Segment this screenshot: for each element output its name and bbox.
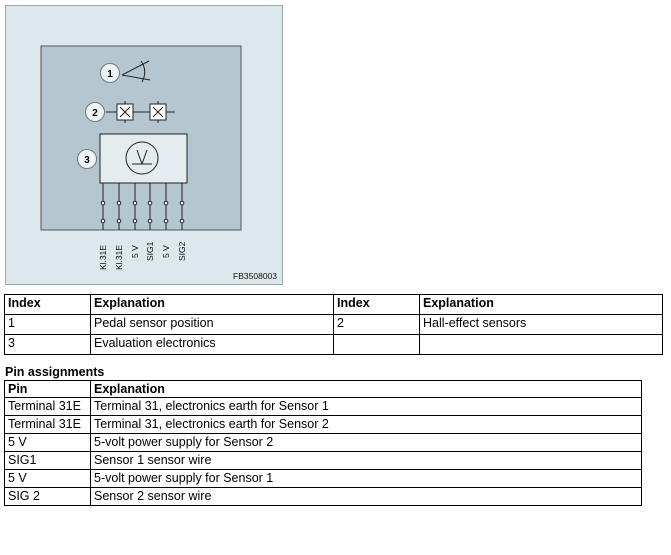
header-explanation: Explanation [420,295,663,315]
explanation-cell: Terminal 31, electronics earth for Sensor 2 [91,416,642,434]
pin-label: SIG1 [145,241,155,261]
table-row [5,335,663,355]
svg-text:2: 2 [92,108,98,119]
table-cell: Evaluation electronics [91,335,334,355]
pedal-sensor-diagram [5,5,283,285]
pin-cell: Terminal 31E [5,398,91,416]
index-table [4,294,663,355]
table-row [5,470,642,488]
callout-3 [78,150,97,169]
table-cell [420,335,663,355]
explanation-cell: Sensor 1 sensor wire [91,452,642,470]
table-cell: 2 [334,315,420,335]
table-row [5,488,642,506]
pin-cell: Terminal 31E [5,416,91,434]
pin-label: Kl.31E [114,244,124,270]
pin-assignments-title: Pin assignments [5,365,105,379]
figure-code: FB3508003 [233,271,277,281]
explanation-cell: 5-volt power supply for Sensor 2 [91,434,642,452]
pin-cell: SIG 2 [5,488,91,506]
table-row [5,416,642,434]
table-row [5,398,642,416]
pin-cell: 5 V [5,470,91,488]
table-row [5,452,642,470]
header-index: Index [5,295,91,315]
table-row [5,315,663,335]
pin-cell: SIG1 [5,452,91,470]
callout-2 [86,103,105,122]
table-header-row [5,381,642,398]
header-pin: Pin [5,381,91,398]
pin-label: SIG2 [177,241,187,261]
explanation-cell: 5-volt power supply for Sensor 1 [91,470,642,488]
callout-1 [101,64,120,83]
header-index: Index [334,295,420,315]
table-cell: Hall-effect sensors [420,315,663,335]
evaluation-electronics-block [100,134,187,183]
header-explanation: Explanation [91,295,334,315]
table-cell: 1 [5,315,91,335]
table-row [5,434,642,452]
pin-label: 5 V [161,245,171,258]
pin-label: 5 V [130,245,140,258]
explanation-cell: Terminal 31, electronics earth for Sensor 1 [91,398,642,416]
pin-assignments-table [4,380,642,506]
pin-label: Kl.31E [98,244,108,270]
table-header-row [5,295,663,315]
svg-text:3: 3 [84,155,90,166]
table-cell: 3 [5,335,91,355]
pin-cell: 5 V [5,434,91,452]
svg-text:1: 1 [107,69,113,80]
header-explanation: Explanation [91,381,642,398]
table-cell: Pedal sensor position [91,315,334,335]
explanation-cell: Sensor 2 sensor wire [91,488,642,506]
table-cell [334,335,420,355]
